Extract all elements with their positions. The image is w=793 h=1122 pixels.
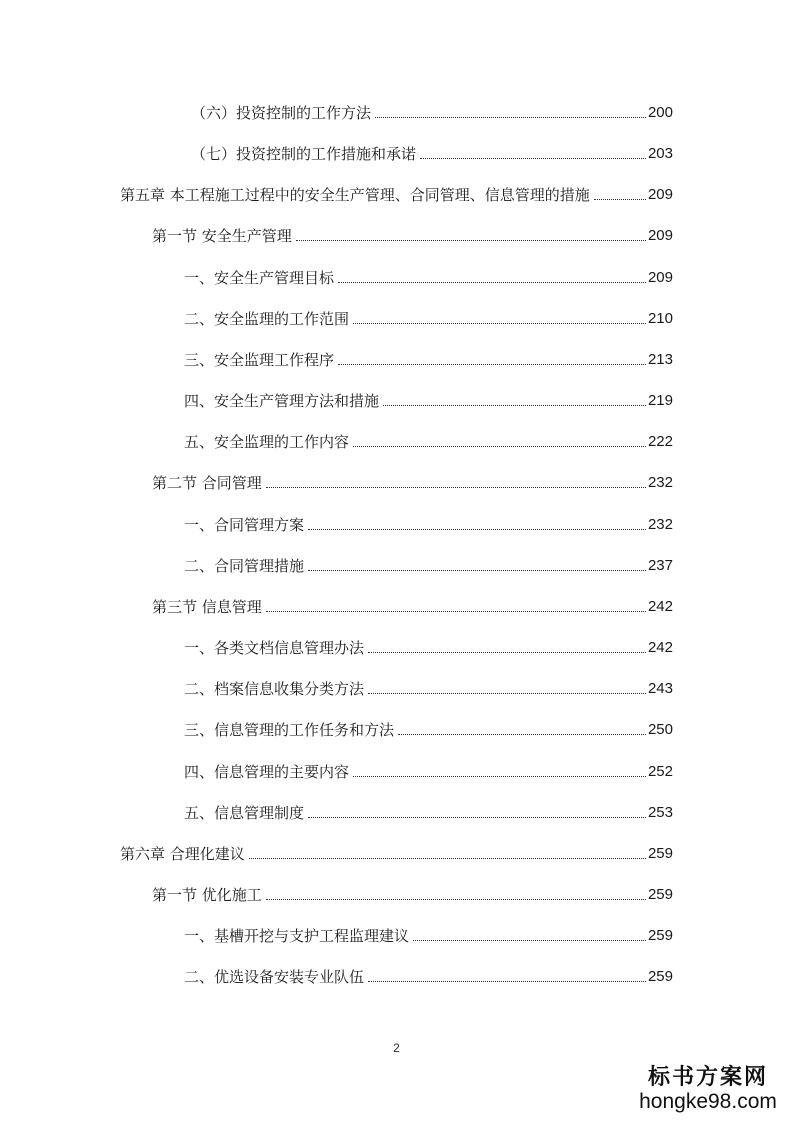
toc-entry-page: 209 — [647, 186, 673, 203]
toc-entry-title: 四、安全生产管理方法和措施 — [184, 392, 380, 410]
toc-entry-title: 二、合同管理措施 — [184, 557, 305, 575]
toc-entry[interactable] — [184, 922, 673, 946]
toc-entry[interactable] — [184, 305, 673, 329]
toc-entry[interactable] — [184, 634, 673, 658]
toc-leader-dots — [266, 611, 646, 612]
toc-leader-dots — [353, 776, 646, 777]
toc-entry-page: 203 — [647, 145, 673, 162]
toc-leader-dots — [308, 529, 646, 530]
toc-entry-title: 三、信息管理的工作任务和方法 — [184, 721, 395, 739]
toc-entry-chapter[interactable] — [120, 840, 673, 864]
toc-leader-dots — [296, 240, 646, 241]
toc-entry-page: 237 — [647, 557, 673, 574]
toc-entry-page: 219 — [647, 392, 673, 409]
toc-entry-title: 一、各类文档信息管理办法 — [184, 639, 365, 657]
toc-entry-section[interactable] — [152, 469, 673, 493]
toc-entry-title: 四、信息管理的主要内容 — [184, 763, 350, 781]
toc-leader-dots — [398, 734, 646, 735]
toc-entry-page: 259 — [647, 927, 673, 944]
toc-leader-dots — [266, 899, 646, 900]
toc-entry-page: 213 — [647, 351, 673, 368]
toc-entry-page: 243 — [647, 680, 673, 697]
toc-entry-section[interactable] — [152, 593, 673, 617]
toc-leader-dots — [594, 199, 646, 200]
toc-entry[interactable] — [184, 963, 673, 987]
toc-leader-dots — [308, 570, 646, 571]
toc-leader-dots — [353, 446, 646, 447]
toc-entry-title: 一、合同管理方案 — [184, 516, 305, 534]
watermark-url: hongke98.com — [639, 1090, 777, 1113]
toc-entry-page: 209 — [647, 269, 673, 286]
toc-leader-dots — [420, 158, 646, 159]
toc-leader-dots — [368, 981, 646, 982]
toc-entry-title: 二、安全监理的工作范围 — [184, 310, 350, 328]
toc-entry-title: 五、安全监理的工作内容 — [184, 433, 350, 451]
toc-leader-dots — [249, 858, 646, 859]
toc-entry-title: 二、优选设备安装专业队伍 — [184, 968, 365, 986]
toc-entry-page: 259 — [647, 845, 673, 862]
toc-entry[interactable] — [191, 140, 673, 164]
toc-entry-title: 第一节 安全生产管理 — [152, 227, 292, 245]
toc-entry-page: 252 — [647, 763, 673, 780]
toc-entry[interactable] — [184, 511, 673, 535]
toc-entry-page: 222 — [647, 433, 673, 450]
toc-entry[interactable] — [191, 99, 673, 123]
toc-entry-page: 259 — [647, 968, 673, 985]
toc-entry-title: 第六章 合理化建议 — [120, 845, 245, 863]
toc-entry-page: 232 — [647, 474, 673, 491]
toc-entry-title: （七）投资控制的工作措施和承诺 — [191, 145, 417, 163]
toc-entry-title: 第三节 信息管理 — [152, 598, 262, 616]
toc-entry-page: 232 — [647, 516, 673, 533]
toc-leader-dots — [383, 405, 646, 406]
toc-entry[interactable] — [184, 758, 673, 782]
toc-leader-dots — [266, 487, 646, 488]
toc-leader-dots — [338, 282, 646, 283]
toc-leader-dots — [368, 693, 646, 694]
toc-leader-dots — [308, 817, 646, 818]
toc-entry[interactable] — [184, 716, 673, 740]
toc-entry-section[interactable] — [152, 222, 673, 246]
toc-entry-page: 209 — [647, 227, 673, 244]
toc-entry-title: 三、安全监理工作程序 — [184, 351, 335, 369]
toc-entry-title: 一、安全生产管理目标 — [184, 269, 335, 287]
toc-leader-dots — [353, 323, 646, 324]
toc-entry-title: 五、信息管理制度 — [184, 804, 305, 822]
toc-entry-page: 200 — [647, 104, 673, 121]
toc-entry-title: 第五章 本工程施工过程中的安全生产管理、合同管理、信息管理的措施 — [120, 186, 590, 204]
toc-entry-page: 259 — [647, 886, 673, 903]
page-number: 2 — [393, 1041, 400, 1055]
toc-entry-title: 第二节 合同管理 — [152, 474, 262, 492]
toc-entry-page: 242 — [647, 598, 673, 615]
watermark-site-name: 标书方案网 — [647, 1064, 768, 1090]
toc-leader-dots — [413, 940, 646, 941]
toc-leader-dots — [338, 364, 646, 365]
toc-entry[interactable] — [184, 552, 673, 576]
toc-leader-dots — [375, 117, 646, 118]
toc-entry-title: 二、档案信息收集分类方法 — [184, 680, 365, 698]
toc-entry[interactable] — [184, 346, 673, 370]
toc-entry-title: （六）投资控制的工作方法 — [191, 104, 372, 122]
toc-entry[interactable] — [184, 387, 673, 411]
toc-entry-title: 第一节 优化施工 — [152, 886, 262, 904]
toc-leader-dots — [368, 652, 646, 653]
toc-entry[interactable] — [184, 675, 673, 699]
toc-entry-page: 242 — [647, 639, 673, 656]
toc-entry-page: 210 — [647, 310, 673, 327]
toc-entry-page: 253 — [647, 804, 673, 821]
toc-entry-chapter[interactable] — [120, 181, 673, 205]
toc-entry[interactable] — [184, 799, 673, 823]
toc-entry[interactable] — [184, 264, 673, 288]
toc-entry-section[interactable] — [152, 881, 673, 905]
toc-entry-page: 250 — [647, 721, 673, 738]
toc-entry-title: 一、基槽开挖与支护工程监理建议 — [184, 927, 410, 945]
toc-entry[interactable] — [184, 428, 673, 452]
watermark-logo — [633, 1064, 783, 1114]
